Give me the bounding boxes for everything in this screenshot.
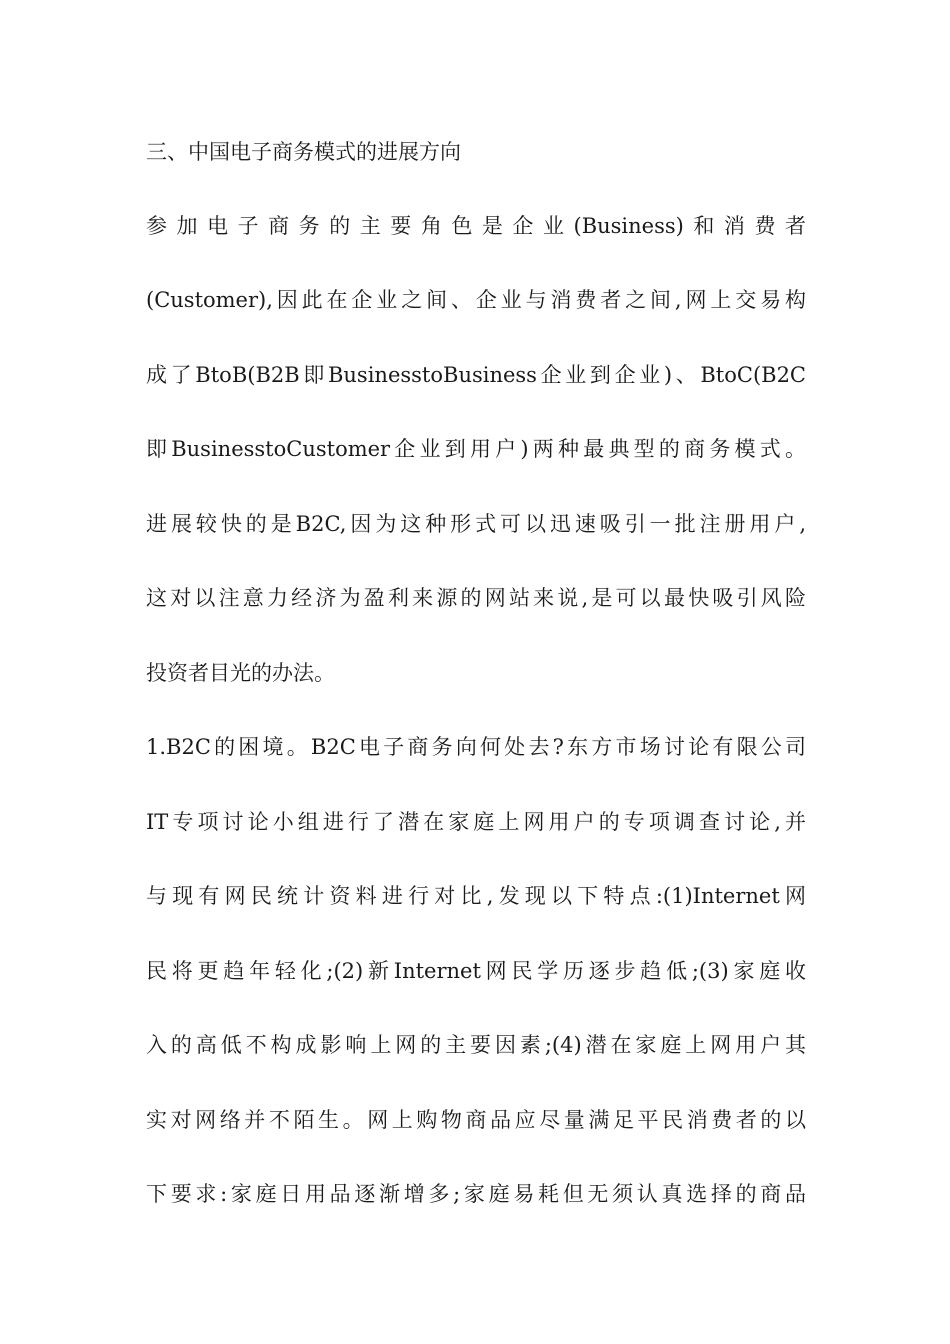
- paragraph-line: 入的高低不构成影响上网的主要因素;(4)潜在家庭上网用户其: [146, 1033, 806, 1057]
- paragraph-line: 参加电子商务的主要角色是企业(Business)和消费者: [146, 214, 806, 238]
- paragraph-line: 1.B2C的困境。B2C电子商务向何处去?东方市场讨论有限公司: [146, 735, 806, 759]
- section-heading: 三、中国电子商务模式的进展方向: [146, 140, 461, 164]
- paragraph-line: IT专项讨论小组进行了潜在家庭上网用户的专项调查讨论,并: [146, 810, 806, 834]
- paragraph-line: 实对网络并不陌生。网上购物商品应尽量满足平民消费者的以: [146, 1108, 806, 1132]
- paragraph-line: 这对以注意力经济为盈利来源的网站来说,是可以最快吸引风险: [146, 586, 806, 610]
- paragraph-line: 即BusinesstoCustomer企业到用户)两种最典型的商务模式。: [146, 437, 806, 461]
- paragraph-line: 投资者目光的办法。: [146, 661, 335, 685]
- paragraph-line: 民将更趋年轻化;(2)新Internet网民学历逐步趋低;(3)家庭收: [146, 959, 806, 983]
- paragraph-line: 与现有网民统计资料进行对比,发现以下特点:(1)Internet网: [146, 884, 806, 908]
- paragraph-line: 下要求:家庭日用品逐渐增多;家庭易耗但无须认真选择的商品: [146, 1182, 806, 1206]
- paragraph-line: 进展较快的是B2C,因为这种形式可以迅速吸引一批注册用户,: [146, 512, 806, 536]
- paragraph-line: (Customer),因此在企业之间、企业与消费者之间,网上交易构: [146, 288, 806, 312]
- paragraph-line: 成了BtoB(B2B即BusinesstoBusiness企业到企业)、BtoC(B2C: [146, 363, 806, 387]
